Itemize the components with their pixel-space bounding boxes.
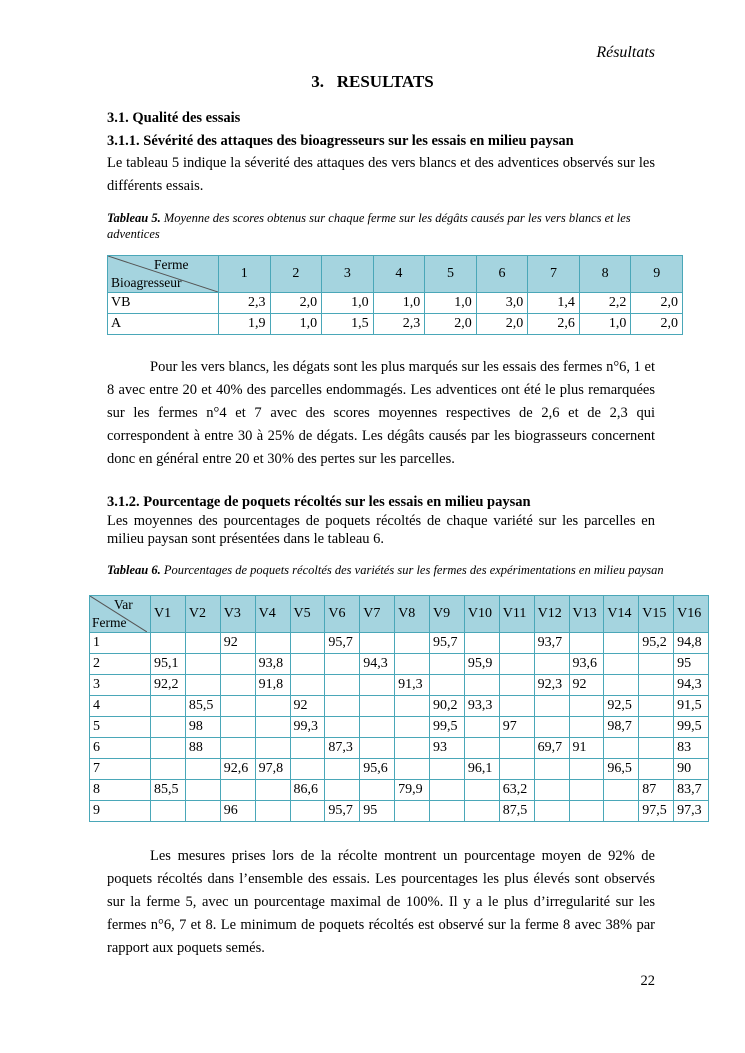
table6-header-row xyxy=(90,596,709,633)
table6-cell xyxy=(220,780,255,801)
paragraph-moyennes: Les moyennes des pourcentages de poquets récoltés de chaque variété sur les parcelles en milieu paysan sont présentées dans le tableau 6. xyxy=(107,513,655,547)
table6-cell xyxy=(325,675,360,696)
table-row xyxy=(90,633,709,654)
table5-column-header: 6 xyxy=(476,256,528,293)
table-row xyxy=(90,801,709,822)
table6-cell xyxy=(395,801,430,822)
table6-cell: 94,3 xyxy=(360,654,395,675)
table6-cell: 94,3 xyxy=(674,675,709,696)
table6-cell: 93,7 xyxy=(534,633,569,654)
table6-row-label: 2 xyxy=(90,654,151,675)
table6-cell xyxy=(360,675,395,696)
table6-cell: 95,6 xyxy=(360,759,395,780)
table6-column-header: V16 xyxy=(674,596,709,633)
table6-cell xyxy=(639,738,674,759)
table-6 xyxy=(89,595,709,822)
paragraph-mesures: Les mesures prises lors de la récolte montrent un pourcentage moyen de 92% de poquets récoltés dans l’ensemble des essais. Les pourcentages les plus élevés sont observés sur la ferme 5, avec un pourcentage maximal de 100%. Il y a le plus d’irregularité sur les fermes n°6, 7 et 8. Le minimum de poquets récoltés est observé sur la ferme 8 avec 38% par rapport aux poquets semés. xyxy=(107,848,655,956)
table6-cell xyxy=(360,738,395,759)
table6-cell xyxy=(569,696,604,717)
table5-caption xyxy=(107,211,667,242)
table6-cell: 88 xyxy=(185,738,220,759)
table6-caption-text: Pourcentages de poquets récoltés des variétés sur les fermes des expérimentations en milieu paysan xyxy=(160,563,664,577)
table6-row-label: 7 xyxy=(90,759,151,780)
table6-cell xyxy=(534,717,569,738)
table6-cell xyxy=(151,633,186,654)
corner-row-label: Ferme xyxy=(92,615,127,630)
table6-cell: 90 xyxy=(674,759,709,780)
table6-row-label: 5 xyxy=(90,717,151,738)
table6-cell xyxy=(639,654,674,675)
table6-cell: 95,2 xyxy=(639,633,674,654)
table6-cell: 85,5 xyxy=(151,780,186,801)
table6-column-header: V10 xyxy=(464,596,499,633)
table6-cell xyxy=(604,654,639,675)
table-row xyxy=(108,293,683,314)
table6-cell: 83,7 xyxy=(674,780,709,801)
table6-cell: 83 xyxy=(674,738,709,759)
table6-cell xyxy=(604,801,639,822)
table5-cell: 2,0 xyxy=(631,293,683,314)
table6-cell xyxy=(220,696,255,717)
table6-cell xyxy=(395,654,430,675)
table6-cell: 94,8 xyxy=(674,633,709,654)
table6-cell xyxy=(430,654,465,675)
table6-caption-label: Tableau 6. xyxy=(107,563,161,577)
table6-cell xyxy=(185,654,220,675)
table5-cell: 3,0 xyxy=(476,293,528,314)
table6-cell: 79,9 xyxy=(395,780,430,801)
table-5 xyxy=(107,255,683,335)
table6-cell xyxy=(499,654,534,675)
table6-cell xyxy=(290,654,325,675)
table5-column-header: 8 xyxy=(579,256,631,293)
table6-column-header: V5 xyxy=(290,596,325,633)
table6-cell xyxy=(569,780,604,801)
table-row xyxy=(90,759,709,780)
table6-cell xyxy=(151,738,186,759)
table-row xyxy=(90,738,709,759)
table-corner-header xyxy=(90,596,151,633)
table5-cell: 1,0 xyxy=(322,293,374,314)
table6-cell xyxy=(464,738,499,759)
table6-cell xyxy=(395,717,430,738)
table5-cell: 2,0 xyxy=(631,314,683,335)
table6-cell: 92 xyxy=(220,633,255,654)
table6-cell: 96,5 xyxy=(604,759,639,780)
section-heading-3-1-2: 3.1.2. Pourcentage de poquets récoltés sur les essais en milieu paysan xyxy=(107,494,531,510)
table6-column-header: V4 xyxy=(255,596,290,633)
table5-header-row xyxy=(108,256,683,293)
table6-cell xyxy=(604,675,639,696)
table6-cell xyxy=(464,633,499,654)
table5-cell: 2,3 xyxy=(373,314,425,335)
table6-cell: 95,7 xyxy=(430,633,465,654)
table6-cell xyxy=(325,780,360,801)
table6-cell xyxy=(185,801,220,822)
table6-cell: 99,5 xyxy=(674,717,709,738)
table6-cell: 99,3 xyxy=(290,717,325,738)
table6-cell xyxy=(255,780,290,801)
table6-cell: 87 xyxy=(639,780,674,801)
table6-column-header: V12 xyxy=(534,596,569,633)
table6-row-label: 6 xyxy=(90,738,151,759)
table-row xyxy=(90,717,709,738)
table6-cell: 95 xyxy=(674,654,709,675)
table5-cell: 1,0 xyxy=(579,314,631,335)
corner-column-label: Var xyxy=(114,597,133,612)
table6-column-header: V3 xyxy=(220,596,255,633)
section-heading-3-1: 3.1. Qualité des essais xyxy=(107,110,241,126)
table6-column-header: V14 xyxy=(604,596,639,633)
table5-column-header: 4 xyxy=(373,256,425,293)
table6-cell xyxy=(151,801,186,822)
running-header: Résultats xyxy=(596,44,655,61)
table6-row-label: 4 xyxy=(90,696,151,717)
table6-cell xyxy=(430,801,465,822)
table6-cell xyxy=(395,738,430,759)
table5-cell: 2,2 xyxy=(579,293,631,314)
table6-cell: 97,5 xyxy=(639,801,674,822)
table6-cell: 93,6 xyxy=(569,654,604,675)
table6-cell: 91,3 xyxy=(395,675,430,696)
table6-cell: 92,5 xyxy=(604,696,639,717)
table5-cell: 2,0 xyxy=(476,314,528,335)
table6-cell xyxy=(290,738,325,759)
table6-column-header: V8 xyxy=(395,596,430,633)
table6-cell xyxy=(151,717,186,738)
table6-cell xyxy=(325,696,360,717)
table6-cell xyxy=(464,780,499,801)
table6-cell xyxy=(290,759,325,780)
table6-cell: 69,7 xyxy=(534,738,569,759)
table6-column-header: V2 xyxy=(185,596,220,633)
table6-cell xyxy=(604,633,639,654)
table6-cell xyxy=(255,696,290,717)
table6-cell xyxy=(639,696,674,717)
table-corner-header xyxy=(108,256,219,293)
table6-cell xyxy=(360,780,395,801)
table6-cell xyxy=(360,696,395,717)
table6-cell xyxy=(255,801,290,822)
table6-cell: 93,3 xyxy=(464,696,499,717)
table5-column-header: 5 xyxy=(425,256,477,293)
table6-cell xyxy=(534,780,569,801)
table6-cell xyxy=(220,675,255,696)
table6-cell xyxy=(395,633,430,654)
table6-cell: 96,1 xyxy=(464,759,499,780)
table6-column-header: V1 xyxy=(151,596,186,633)
table6-cell xyxy=(395,759,430,780)
table5-caption-label: Tableau 5. xyxy=(107,211,161,225)
table6-cell: 95 xyxy=(360,801,395,822)
corner-row-label: Bioagresseur xyxy=(111,275,182,290)
table5-cell: 2,6 xyxy=(528,314,580,335)
table6-cell: 86,6 xyxy=(290,780,325,801)
table5-cell: 1,0 xyxy=(373,293,425,314)
table6-cell xyxy=(464,801,499,822)
table-row xyxy=(108,314,683,335)
page-number: 22 xyxy=(640,973,655,989)
table-row xyxy=(90,780,709,801)
table6-cell: 92,6 xyxy=(220,759,255,780)
table6-cell: 87,5 xyxy=(499,801,534,822)
table6-caption xyxy=(107,563,667,579)
table5-cell: 1,5 xyxy=(322,314,374,335)
table6-cell: 85,5 xyxy=(185,696,220,717)
table6-cell xyxy=(220,717,255,738)
table6-cell: 95,9 xyxy=(464,654,499,675)
table5-row-label: VB xyxy=(108,293,219,314)
table6-cell xyxy=(569,759,604,780)
table6-cell: 93 xyxy=(430,738,465,759)
table6-row-label: 9 xyxy=(90,801,151,822)
table5-cell: 1,4 xyxy=(528,293,580,314)
table6-cell: 98,7 xyxy=(604,717,639,738)
table6-cell xyxy=(604,780,639,801)
table6-cell: 87,3 xyxy=(325,738,360,759)
table6-cell xyxy=(185,759,220,780)
table6-cell: 99,5 xyxy=(430,717,465,738)
section-heading-3-1-1: 3.1.1. Sévérité des attaques des bioagresseurs sur les essais en milieu paysan xyxy=(107,133,574,149)
table6-cell xyxy=(534,759,569,780)
table6-cell xyxy=(569,633,604,654)
table5-cell: 2,3 xyxy=(219,293,271,314)
table6-cell xyxy=(255,738,290,759)
table6-cell xyxy=(325,717,360,738)
table6-cell: 91,5 xyxy=(674,696,709,717)
table6-cell xyxy=(151,696,186,717)
table6-cell xyxy=(569,717,604,738)
table6-cell xyxy=(290,675,325,696)
table6-cell xyxy=(430,675,465,696)
table6-cell xyxy=(220,738,255,759)
table5-column-header: 1 xyxy=(219,256,271,293)
table5-column-header: 9 xyxy=(631,256,683,293)
table6-cell xyxy=(290,801,325,822)
table6-cell xyxy=(290,633,325,654)
paragraph-vers-blancs: Pour les vers blancs, les dégats sont les plus marqués sur les essais des fermes n°6, 1 et 8 avec entre 20 et 40% des parcelles endommagés. Les adventices ont été le plus remarquées sur les fermes n°4 et 7 avec des scores moyennes respectives de 2,6 et de 2,3 qui correspondent à entre 30 à 25% de dégats. Les dégâts causés par les biograsseurs concernent donc en général entre 20 et 30% des pertes sur les parcelles. xyxy=(107,359,655,467)
table6-cell xyxy=(185,633,220,654)
table6-cell xyxy=(639,675,674,696)
table-row xyxy=(90,654,709,675)
table6-cell: 96 xyxy=(220,801,255,822)
table6-cell xyxy=(430,780,465,801)
table6-cell xyxy=(499,738,534,759)
table5-column-header: 3 xyxy=(322,256,374,293)
table6-cell: 92,2 xyxy=(151,675,186,696)
table6-cell: 97,3 xyxy=(674,801,709,822)
table6-cell xyxy=(569,801,604,822)
table6-cell xyxy=(151,759,186,780)
table6-cell xyxy=(534,696,569,717)
table6-cell xyxy=(499,675,534,696)
table-row xyxy=(90,675,709,696)
table6-column-header: V13 xyxy=(569,596,604,633)
table6-cell: 91 xyxy=(569,738,604,759)
table6-cell xyxy=(464,675,499,696)
table6-cell xyxy=(185,675,220,696)
corner-column-label: Ferme xyxy=(154,257,189,272)
table-row xyxy=(90,696,709,717)
table6-cell xyxy=(185,780,220,801)
table6-cell xyxy=(464,717,499,738)
table6-cell xyxy=(639,759,674,780)
table6-cell xyxy=(360,717,395,738)
table6-cell: 91,8 xyxy=(255,675,290,696)
table6-column-header: V15 xyxy=(639,596,674,633)
table6-cell: 95,1 xyxy=(151,654,186,675)
table6-cell xyxy=(499,759,534,780)
table6-cell: 97 xyxy=(499,717,534,738)
page-title: 3. RESULTATS xyxy=(311,72,434,91)
table6-cell: 92 xyxy=(569,675,604,696)
table6-cell xyxy=(499,696,534,717)
table6-cell xyxy=(639,717,674,738)
table6-cell xyxy=(325,654,360,675)
table6-cell: 95,7 xyxy=(325,801,360,822)
table6-column-header: V9 xyxy=(430,596,465,633)
table5-cell: 1,0 xyxy=(270,314,322,335)
table6-cell: 98 xyxy=(185,717,220,738)
table6-cell: 92 xyxy=(290,696,325,717)
table6-cell xyxy=(325,759,360,780)
table6-row-label: 8 xyxy=(90,780,151,801)
table6-cell xyxy=(604,738,639,759)
table5-column-header: 7 xyxy=(528,256,580,293)
table6-cell: 93,8 xyxy=(255,654,290,675)
table6-cell xyxy=(534,801,569,822)
table6-cell xyxy=(360,633,395,654)
table6-cell: 90,2 xyxy=(430,696,465,717)
table6-cell xyxy=(499,633,534,654)
table6-cell: 63,2 xyxy=(499,780,534,801)
table5-row-label: A xyxy=(108,314,219,335)
table5-cell: 2,0 xyxy=(425,314,477,335)
table5-column-header: 2 xyxy=(270,256,322,293)
paragraph-intro: Le tableau 5 indique la séverité des attaques des vers blancs et des adventices observés sur les différents essais. xyxy=(107,155,655,194)
table5-cell: 2,0 xyxy=(270,293,322,314)
table5-caption-text: Moyenne des scores obtenus sur chaque ferme sur les dégâts causés par les vers blancs et les adventices xyxy=(107,211,631,241)
table6-cell xyxy=(430,759,465,780)
table6-column-header: V7 xyxy=(360,596,395,633)
table6-cell: 92,3 xyxy=(534,675,569,696)
table6-cell: 97,8 xyxy=(255,759,290,780)
table6-row-label: 3 xyxy=(90,675,151,696)
table6-cell: 95,7 xyxy=(325,633,360,654)
table5-cell: 1,9 xyxy=(219,314,271,335)
table6-column-header: V11 xyxy=(499,596,534,633)
table6-row-label: 1 xyxy=(90,633,151,654)
table6-cell xyxy=(255,633,290,654)
table6-cell xyxy=(534,654,569,675)
table6-cell xyxy=(220,654,255,675)
table6-column-header: V6 xyxy=(325,596,360,633)
table5-cell: 1,0 xyxy=(425,293,477,314)
table6-cell xyxy=(395,696,430,717)
table6-cell xyxy=(255,717,290,738)
